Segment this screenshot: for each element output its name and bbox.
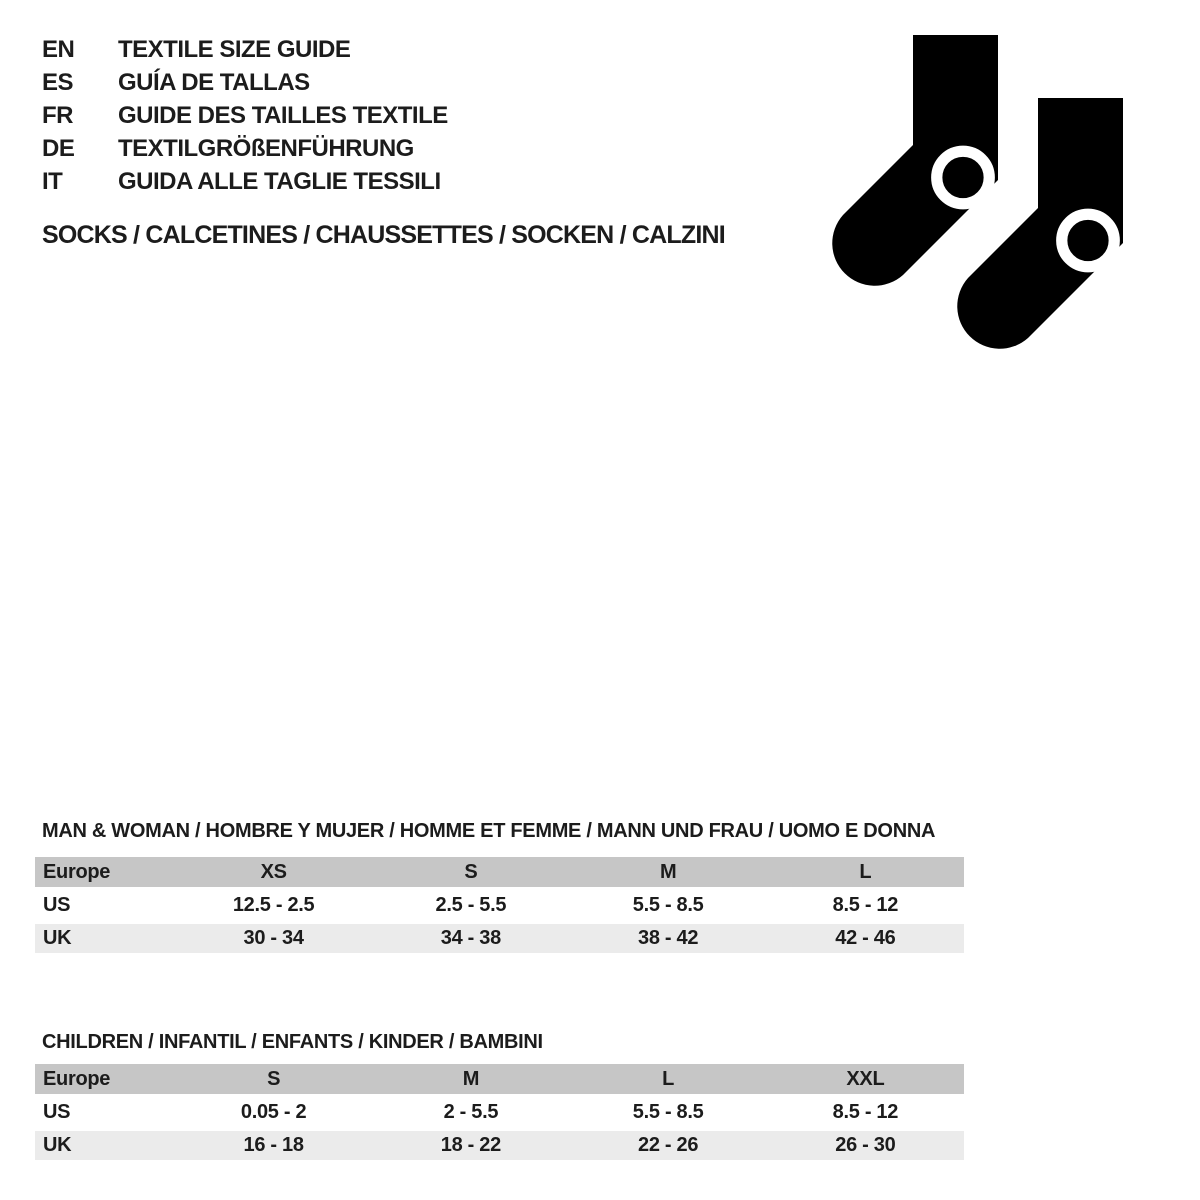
header-size-m: M — [462, 1067, 480, 1090]
size-value: 5.5 - 8.5 — [632, 894, 704, 916]
table-row-uk — [35, 924, 964, 953]
language-code: ES — [42, 69, 74, 96]
size-value: 26 - 30 — [835, 1134, 896, 1156]
language-title: GUÍA DE TALLAS — [118, 69, 310, 96]
language-row-it — [42, 165, 448, 198]
language-row-de — [42, 132, 448, 165]
table-row-uk — [35, 1131, 964, 1160]
size-value: 18 - 22 — [440, 1134, 501, 1156]
children-table-title: CHILDREN / INFANTIL / ENFANTS / KINDER / BAMBINI — [42, 1031, 543, 1053]
header-size-l: L — [662, 1067, 675, 1090]
header-size-s: S — [267, 1067, 281, 1090]
table-row-us — [35, 1098, 964, 1127]
header-size-m: M — [659, 860, 677, 883]
header-size-xs: XS — [260, 860, 287, 883]
header-size-l: L — [859, 860, 872, 883]
language-title: GUIDA ALLE TAGLIE TESSILI — [118, 168, 441, 195]
size-value: 22 - 26 — [638, 1134, 699, 1156]
size-value: 2.5 - 5.5 — [435, 894, 507, 916]
size-value: 0.05 - 2 — [240, 1101, 307, 1123]
header-size-s: S — [464, 860, 478, 883]
language-list — [42, 33, 448, 198]
size-value: 2 - 5.5 — [443, 1101, 499, 1123]
language-code: FR — [42, 102, 73, 129]
language-code: EN — [42, 36, 75, 63]
header-size-xxl: XXL — [846, 1067, 885, 1090]
children-size-table — [35, 1064, 964, 1164]
size-value: 42 - 46 — [835, 927, 896, 949]
language-row-en — [42, 33, 448, 66]
size-value: 8.5 - 12 — [832, 1101, 899, 1123]
row-label: US — [43, 1101, 71, 1123]
size-value: 16 - 18 — [243, 1134, 304, 1156]
language-title: TEXTILGRÖßENFÜHRUNG — [118, 135, 414, 162]
row-label: UK — [43, 1134, 72, 1156]
language-title: GUIDE DES TAILLES TEXTILE — [118, 102, 448, 129]
language-row-es — [42, 66, 448, 99]
language-code: DE — [42, 135, 75, 162]
size-value: 34 - 38 — [440, 927, 501, 949]
table-header-row — [35, 857, 964, 887]
row-label: UK — [43, 927, 72, 949]
header-region: Europe — [43, 1067, 111, 1090]
category-line: SOCKS / CALCETINES / CHAUSSETTES / SOCKEN / CALZINI — [42, 221, 725, 249]
language-code: IT — [42, 168, 63, 195]
adults-table-title: MAN & WOMAN / HOMBRE Y MUJER / HOMME ET FEMME / MANN UND FRAU / UOMO E DONNA — [42, 820, 936, 842]
size-value: 38 - 42 — [638, 927, 699, 949]
table-row-us — [35, 891, 964, 920]
adults-size-table — [35, 857, 964, 957]
table-header-row — [35, 1064, 964, 1094]
size-value: 5.5 - 8.5 — [632, 1101, 704, 1123]
header-region: Europe — [43, 860, 111, 883]
row-label: US — [43, 894, 71, 916]
size-value: 8.5 - 12 — [832, 894, 899, 916]
size-value: 30 - 34 — [243, 927, 304, 949]
language-title: TEXTILE SIZE GUIDE — [118, 36, 351, 63]
socks-icon — [800, 28, 1130, 373]
size-value: 12.5 - 2.5 — [232, 894, 315, 916]
language-row-fr — [42, 99, 448, 132]
